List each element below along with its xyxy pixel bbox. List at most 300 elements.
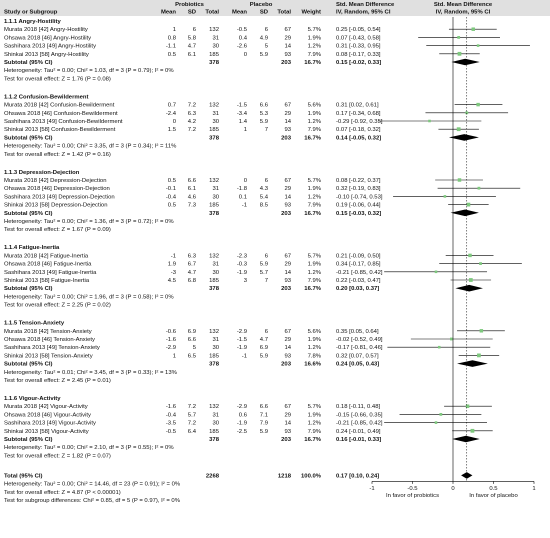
study-total2: 29 [284,110,291,117]
study-sd1: 5.7 [187,412,196,419]
study-name: Ohsawa 2018 [46] Tension-Anxiety [4,337,95,343]
header-mean1: Mean [160,9,176,16]
study-sd1: 6 [192,27,196,34]
study-ci-text: 0.35 [0.05, 0.64] [336,328,379,335]
study-name: Sashihara 2013 [49] Depression-Dejection [4,194,115,201]
study-marker [457,36,460,39]
study-weight: 1.9% [307,337,321,343]
study-ci-text: 0.31 [0.02, 0.61] [336,102,379,109]
study-sd1: 6.1 [187,51,196,58]
study-weight: 1.2% [307,269,321,276]
header-weight: Weight [301,9,321,16]
study-mean1: 1.5 [167,127,176,134]
study-total2: 14 [284,119,291,125]
study-marker [467,203,471,207]
study-sd2: 6.9 [259,345,268,352]
study-total1: 132 [209,178,219,184]
header-total1: Total [205,9,219,16]
study-name: Ohsawa 2018 [46] Fatigue-Inertia [4,261,92,268]
study-total2: 29 [284,337,291,343]
subtotal-label: Subtotal (95% CI) [4,60,53,66]
study-sd1: 7.2 [187,420,196,427]
subtotal-weight: 16.7% [304,437,321,443]
subtotal-total1: 378 [209,210,219,217]
study-sd2: 5.4 [259,194,268,201]
study-mean1: 1 [172,353,176,360]
total-ci-text: 0.17 [0.10, 0.24] [336,473,380,480]
study-weight: 1.2% [307,345,321,352]
study-weight: 7.9% [307,278,321,284]
study-total2: 67 [284,27,291,34]
study-total2: 14 [284,43,291,50]
subtotal-weight: 16.6% [304,361,321,368]
study-sd1: 6.6 [187,337,196,343]
study-mean2: 0 [243,51,247,58]
subtotal-weight: 16.7% [304,60,321,66]
study-total2: 14 [284,345,291,352]
study-name: Sashihara 2013 [49] Tension-Anxiety [4,345,100,352]
subtotal-label: Subtotal (95% CI) [4,361,53,368]
study-total2: 67 [284,253,291,260]
study-total1: 30 [212,194,219,201]
favor-right-label: In favor of placebo [469,492,518,499]
study-total1: 185 [209,353,219,360]
study-ci-text: -0.21 [-0.85, 0.42] [336,269,383,276]
study-weight: 5.7% [307,404,321,411]
subgroup-overall-effect: Test for overall effect: Z = 1.42 (P = 0.16) [4,151,111,158]
study-weight: 7.8% [307,353,321,360]
study-name: Sashihara 2013 [49] Vigour-Activity [4,420,96,427]
study-mean2: 0.4 [238,35,247,42]
subtotal-total2: 203 [281,286,291,293]
study-name: Murata 2018 [42] Depression-Dejection [4,178,107,184]
subtotal-ci-text: 0.16 [-0.01, 0.33] [336,437,382,443]
subtotal-diamond [452,436,480,443]
study-weight: 1.2% [307,420,321,427]
study-mean2: 1 [243,127,247,134]
study-mean2: -1 [241,202,247,209]
study-name: Murata 2018 [42] Tension-Anxiety [4,328,92,335]
total-total2: 1218 [277,473,291,480]
study-weight: 7.9% [307,127,321,134]
x-axis-tick-label: -1 [369,485,375,492]
study-mean1: -0.4 [165,194,176,201]
study-ci-text: 0.32 [0.07, 0.57] [336,353,379,360]
study-mean2: 0 [243,178,247,184]
study-total1: 31 [212,35,219,42]
study-mean1: -2.4 [165,110,176,117]
study-sd1: 4.6 [187,194,196,201]
header-effect-title-right: Std. Mean Difference [433,2,493,8]
study-mean1: 0.5 [167,178,176,184]
study-mean1: -0.6 [165,328,176,335]
subtotal-total1: 378 [209,437,219,443]
study-weight: 1.9% [307,186,321,193]
subtotal-diamond [451,210,479,217]
study-name: Shinkai 2013 [58] Confusion-Bewilderment [4,127,116,134]
study-mean1: 0.5 [167,202,176,209]
study-sd1: 7.3 [187,202,196,209]
subgroup-overall-effect: Test for overall effect: Z = 1.82 (P = 0.07) [4,453,111,460]
study-weight: 5.6% [307,102,321,109]
study-name: Shinkai 2013 [58] Fatigue-Inertia [4,278,90,284]
study-sd2: 6.6 [259,404,268,411]
subtotal-total2: 203 [281,437,291,443]
study-total1: 30 [212,345,219,352]
study-sd2: 5.9 [259,51,268,58]
study-total2: 14 [284,269,291,276]
study-total1: 132 [209,27,219,34]
study-total1: 185 [209,428,219,435]
study-total1: 132 [209,253,219,260]
subgroup-heterogeneity: Heterogeneity: Tau² = 0.00; Chi² = 1.03, df = 3 (P = 0.79); I² = 0% [4,68,174,75]
study-total2: 67 [284,328,291,335]
study-mean1: -1.6 [165,337,176,343]
study-sd1: 6.4 [187,428,196,435]
study-total1: 132 [209,102,219,109]
study-mean1: -3.5 [165,420,176,427]
study-weight: 1.2% [307,43,321,50]
subgroup-title: 1.1.6 Vigour-Activity [4,396,61,402]
subtotal-weight: 16.7% [304,135,321,142]
study-mean2: 0.1 [238,194,247,201]
header-group1: Probiotics [175,2,204,8]
study-ci-text: 0.21 [-0.09, 0.50] [336,253,381,260]
study-sd1: 6.9 [187,328,196,335]
study-ci-text: 0.08 [-0.17, 0.33] [336,51,381,58]
subgroup-title: 1.1.3 Depression-Dejection [4,169,80,176]
x-axis-tick-label: 1 [532,485,536,492]
study-ci-text: -0.10 [-0.74, 0.53] [336,194,383,201]
study-mean2: -1.5 [236,102,247,109]
study-mean1: -0.4 [165,412,176,419]
subgroup-heterogeneity: Heterogeneity: Tau² = 0.00; Chi² = 2.10, df = 3 (P = 0.55); I² = 0% [4,445,174,452]
study-total1: 132 [209,404,219,411]
study-marker [444,195,447,198]
study-marker [439,413,442,416]
study-total2: 14 [284,420,291,427]
subgroup-overall-effect: Test for overall effect: Z = 1.76 (P = 0.08) [4,76,111,83]
subgroup-heterogeneity: Heterogeneity: Tau² = 0.01; Chi² = 3.45, df = 3 (P = 0.33); I² = 13% [4,369,177,376]
study-sd1: 6.6 [187,178,196,184]
study-name: Sashihara 2013 [49] Fatigue-Inertia [4,269,97,276]
study-mean2: -1.9 [236,420,247,427]
study-ci-text: 0.07 [-0.18, 0.32] [336,127,381,134]
study-sd1: 4.7 [187,43,196,50]
subtotal-total1: 378 [209,60,219,66]
header-effect-title-left: Std. Mean Difference [336,2,395,8]
study-total1: 31 [212,412,219,419]
study-total1: 185 [209,202,219,209]
study-ci-text: -0.21 [-0.85, 0.42] [336,420,383,427]
study-marker [469,278,473,282]
study-marker [479,262,482,265]
study-name: Shinkai 2013 [58] Vigour-Activity [4,428,89,435]
study-total1: 30 [212,43,219,50]
study-mean2: -1.9 [236,269,247,276]
study-total2: 67 [284,404,291,411]
study-sd2: 7 [264,278,268,284]
x-axis-tick-label: 0 [451,485,455,492]
study-marker [458,52,462,56]
study-mean1: 1 [172,27,176,34]
study-sd1: 6.3 [187,110,196,117]
subtotal-weight: 16.7% [304,210,321,217]
study-mean1: -1.6 [165,404,176,411]
study-sd2: 4.7 [259,337,268,343]
study-weight: 7.9% [307,51,321,58]
study-name: Shinkai 2013 [58] Angry-Hostility [4,51,89,58]
study-sd2: 5.9 [259,428,268,435]
study-weight: 1.9% [307,261,321,268]
header-method-left: IV, Random, 95% CI [336,9,391,16]
subgroup-heterogeneity: Heterogeneity: Tau² = 0.00; Chi² = 1.96, df = 3 (P = 0.58); I² = 0% [4,294,174,301]
study-total2: 93 [284,353,291,360]
study-sd2: 5.3 [259,110,268,117]
study-total2: 67 [284,102,291,109]
x-axis-tick-label: -0.5 [407,485,418,492]
study-ci-text: -0.29 [-0.92, 0.35] [336,119,383,125]
subtotal-total2: 203 [281,210,291,217]
study-sd2: 6 [264,178,268,184]
study-mean2: -1.8 [236,186,247,193]
study-ci-text: 0.08 [-0.22, 0.37] [336,178,381,184]
study-sd2: 6 [264,328,268,335]
study-sd1: 6.8 [187,278,196,284]
study-marker [457,127,461,131]
study-mean1: 0.8 [167,35,176,42]
study-weight: 5.6% [307,328,321,335]
study-mean2: 3 [243,278,247,284]
study-total1: 31 [212,110,219,117]
subtotal-total2: 203 [281,361,291,368]
study-weight: 1.9% [307,110,321,117]
study-sd2: 5.9 [259,353,268,360]
study-ci-text: -0.02 [-0.52, 0.49] [336,337,383,343]
subtotal-diamond [455,285,483,292]
study-sd1: 5 [192,345,196,352]
subgroup-overall-effect: Test for overall effect: Z = 2.45 (P = 0.01) [4,378,111,384]
study-total2: 93 [284,127,291,134]
subgroup-title: 1.1.4 Fatigue-Inertia [4,245,60,252]
header-method-right: IV, Random, 95% CI [435,9,491,16]
subtotal-total1: 378 [209,361,219,368]
study-name: Sashihara 2013 [49] Confusion-Bewilderment [4,119,123,125]
subtotal-ci-text: 0.15 [-0.03, 0.32] [336,210,382,217]
study-marker [466,404,469,407]
study-weight: 7.9% [307,202,321,209]
study-mean2: -1.5 [236,337,247,343]
study-total2: 14 [284,194,291,201]
study-mean1: -1.1 [165,43,176,50]
subgroup-heterogeneity: Heterogeneity: Tau² = 0.00; Chi² = 3.35, df = 3 (P = 0.34); I² = 11% [4,143,177,150]
footer-line: Test for subgroup differences: Chi² = 0.85, df = 5 (P = 0.97), I² = 0% [4,498,180,504]
study-ci-text: 0.34 [-0.17, 0.85] [336,261,381,268]
subtotal-weight: 16.7% [304,286,321,293]
header-study: Study or Subgroup [4,9,58,16]
study-total2: 93 [284,428,291,435]
subtotal-ci-text: 0.15 [-0.02, 0.33] [336,60,382,66]
study-ci-text: 0.24 [-0.01, 0.49] [336,428,381,435]
study-total2: 93 [284,278,291,284]
study-sd2: 5.9 [259,119,268,125]
subtotal-total2: 203 [281,60,291,66]
study-mean1: -0.5 [165,428,176,435]
study-mean1: 0.7 [167,102,176,109]
study-name: Murata 2018 [42] Fatigue-Inertia [4,253,89,260]
study-sd2: 7.1 [259,412,268,419]
study-sd1: 6.5 [187,353,196,360]
study-mean2: -2.9 [236,328,247,335]
subtotal-ci-text: 0.24 [0.05, 0.43] [336,361,380,368]
study-sd1: 6.1 [187,186,196,193]
study-marker [438,346,441,349]
study-weight: 1.2% [307,194,321,201]
subtotal-diamond [457,360,488,367]
study-sd1: 5.8 [187,35,196,42]
study-weight: 7.9% [307,428,321,435]
study-ci-text: 0.25 [-0.05, 0.54] [336,27,381,34]
study-name: Shinkai 2013 [58] Depression-Dejection [4,202,108,209]
study-total1: 30 [212,269,219,276]
study-name: Ohsawa 2018 [46] Angry-Hostility [4,35,92,42]
study-name: Sashihara 2013 [49] Angry-Hostility [4,43,97,50]
subgroup-overall-effect: Test for overall effect: Z = 1.67 (P = 0.09) [4,227,111,234]
study-sd1: 7.2 [187,127,196,134]
study-mean2: 0.6 [238,412,247,419]
study-sd1: 7.2 [187,102,196,109]
study-mean2: -1.9 [236,345,247,352]
study-total1: 30 [212,119,219,125]
study-total2: 93 [284,202,291,209]
total-total1: 2268 [205,473,219,480]
study-sd2: 7.9 [259,420,268,427]
subtotal-total1: 378 [209,286,219,293]
study-sd2: 4.3 [259,186,268,193]
study-ci-text: 0.31 [-0.33, 0.95] [336,43,381,50]
footer-line: Heterogeneity: Tau² = 0.00; Chi² = 14.46, df = 23 (P = 0.91); I² = 0% [4,481,181,488]
subgroup-overall-effect: Test for overall effect: Z = 2.25 (P = 0.02) [4,302,111,309]
study-weight: 1.9% [307,412,321,419]
study-mean2: -2.9 [236,404,247,411]
study-mean2: -0.3 [236,261,247,268]
subtotal-label: Subtotal (95% CI) [4,437,53,443]
study-name: Shinkai 2013 [58] Tension-Anxiety [4,353,93,360]
study-name: Murata 2018 [42] Vigour-Activity [4,404,88,411]
header-total2: Total [277,9,291,16]
study-total1: 185 [209,51,219,58]
study-total1: 185 [209,278,219,284]
study-mean1: -0.1 [165,186,176,193]
study-mean2: -2.3 [236,253,247,260]
header-mean2: Mean [231,9,247,16]
study-marker [435,271,438,274]
subgroup-title: 1.1.2 Confusion-Bewilderment [4,94,89,101]
study-marker [480,329,483,332]
study-marker [428,120,431,123]
study-total2: 29 [284,35,291,42]
study-sd2: 5 [264,43,268,50]
subtotal-diamond [451,59,479,66]
study-sd2: 6.6 [259,102,268,109]
study-mean1: 1.9 [167,261,176,268]
study-sd1: 6.3 [187,253,196,260]
subtotal-ci-text: 0.20 [0.03, 0.37] [336,286,380,293]
study-sd1: 6.7 [187,261,196,268]
subtotal-total1: 378 [209,135,219,142]
study-marker [472,27,475,30]
header-group2: Placebo [249,2,273,8]
study-name: Ohsawa 2018 [46] Depression-Dejection [4,186,110,193]
study-mean1: 0 [172,119,176,125]
study-ci-text: 0.19 [-0.06, 0.44] [336,202,381,209]
study-marker [478,187,481,190]
study-total1: 31 [212,261,219,268]
study-ci-text: 0.22 [-0.03, 0.47] [336,278,381,284]
study-name: Ohsawa 2018 [46] Vigour-Activity [4,412,91,419]
subtotal-label: Subtotal (95% CI) [4,286,53,293]
study-mean2: 1.4 [238,119,247,125]
subtotal-label: Subtotal (95% CI) [4,135,53,142]
subgroup-title: 1.1.5 Tension-Anxiety [4,320,65,327]
study-ci-text: -0.15 [-0.66, 0.35] [336,412,383,419]
header-sd1: SD [187,9,196,16]
study-ci-text: 0.07 [-0.43, 0.58] [336,35,381,42]
study-ci-text: 0.17 [-0.34, 0.68] [336,110,381,117]
study-total2: 93 [284,51,291,58]
x-axis-tick-label: 0.5 [489,485,498,492]
study-mean1: -3 [170,269,176,276]
total-label: Total (95% CI) [4,473,43,480]
study-mean2: -3.4 [236,110,247,117]
study-total2: 29 [284,261,291,268]
study-sd1: 4.7 [187,269,196,276]
study-ci-text: -0.17 [-0.81, 0.46] [336,345,383,352]
study-name: Ohsawa 2018 [46] Confusion-Bewilderment [4,110,118,117]
study-total1: 30 [212,420,219,427]
study-marker [435,421,438,424]
footer-line: Test for overall effect: Z = 4.87 (P < 0.00001) [4,489,121,496]
study-marker [471,429,475,433]
study-mean2: -2.6 [236,43,247,50]
study-weight: 5.7% [307,27,321,34]
study-total1: 31 [212,186,219,193]
study-mean1: -1 [170,253,176,260]
study-sd2: 8.5 [259,202,268,209]
study-marker [450,338,453,341]
study-sd2: 6 [264,253,268,260]
study-weight: 5.7% [307,253,321,260]
study-total1: 31 [212,337,219,343]
total-weight: 100.0% [301,473,321,480]
study-ci-text: 0.18 [-0.11, 0.48] [336,404,381,411]
study-mean1: 4.5 [167,278,176,284]
study-total1: 132 [209,328,219,335]
study-mean1: -2.9 [165,345,176,352]
subtotal-total2: 203 [281,135,291,142]
study-ci-text: 0.32 [-0.19, 0.83] [336,186,381,193]
study-name: Murata 2018 [42] Confusion-Bewilderment [4,102,115,109]
favor-left-label: In favor of probiotics [385,492,440,499]
subtotal-diamond [449,134,479,141]
study-mean2: -1 [241,353,247,360]
study-weight: 1.2% [307,119,321,125]
study-mean2: -2.5 [236,428,247,435]
study-sd1: 4.2 [187,119,196,125]
study-sd2: 4.9 [259,35,268,42]
study-total2: 29 [284,186,291,193]
study-sd2: 5.9 [259,261,268,268]
